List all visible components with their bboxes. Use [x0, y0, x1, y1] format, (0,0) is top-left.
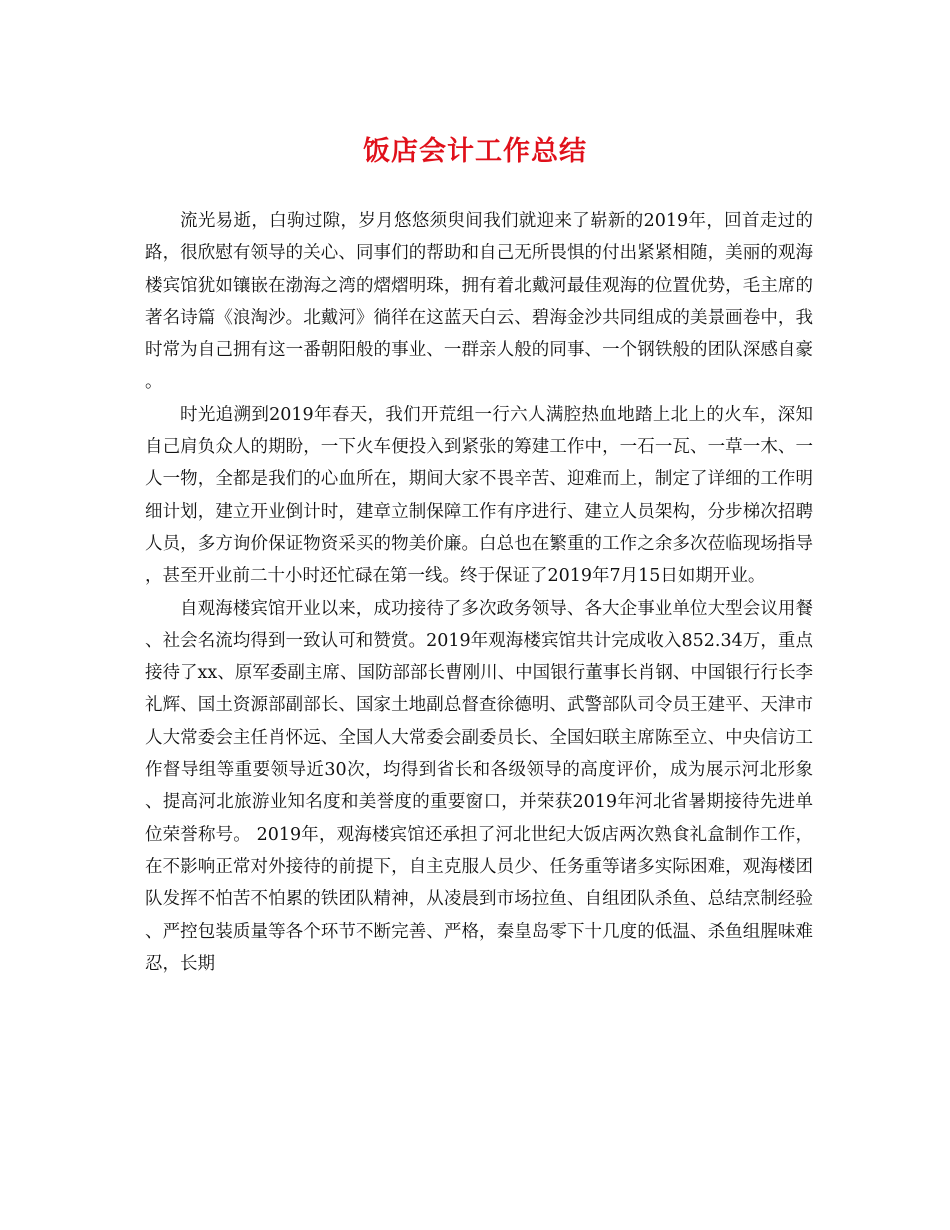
- document-title: 饭店会计工作总结: [363, 136, 587, 167]
- document-body: [145, 205, 813, 980]
- paragraph: 流光易逝，白驹过隙，岁月悠悠须臾间我们就迎来了崭新的2019年，回首走过的路，很欣慰有领导的关心、同事们的帮助和自己无所畏惧的付出紧紧相随，美丽的观海楼宾馆犹如镶嵌在渤海之湾的熠熠明珠，拥有着北戴河最佳观海的位置优势，毛主席的著名诗篇《浪淘沙。北戴河》徜徉在这蓝天白云、碧海金沙共同组成的美景画卷中，我时常为自己拥有这一番朝阳般的事业、一群亲人般的同事、一个钢铁般的团队深感自豪。: [145, 211, 813, 393]
- paragraph: 自观海楼宾馆开业以来，成功接待了多次政务领导、各大企事业单位大型会议用餐、社会名流均得到一致认可和赞赏。2019年观海楼宾馆共计完成收入852.34万，重点接待了xx、原军委副主席、国防部部长曹刚川、中国银行董事长肖钢、中国银行行长李礼辉、国土资源部副部长、国家土地副总督查徐德明、武警部队司令员王建平、天津市人大常委会主任肖怀远、全国人大常委会副委员长、全国妇联主席陈至立、中央信访工作督导组等重要领导近30次，均得到省长和各级领导的高度评价，成为展示河北形象、提高河北旅游业知名度和美誉度的重要窗口，并荣获2019年河北省暑期接待先进单位荣誉称号。 2019年，观海楼宾馆还承担了河北世纪大饭店两次熟食礼盒制作工作，在不影响正常对外接待的前提下，自主克服人员少、任务重等诸多实际困难，观海楼团队发挥不怕苦不怕累的铁团队精神，从凌晨到市场拉鱼、自组团队杀鱼、总结烹制经验、严控包装质量等各个环节不断完善、严格，秦皇岛零下十几度的低温、杀鱼组腥味难忍，长期: [145, 598, 813, 974]
- paragraph: 时光追溯到2019年春天，我们开荒组一行六人满腔热血地踏上北上的火车，深知自己肩负众人的期盼，一下火车便投入到紧张的筹建工作中，一石一瓦、一草一木、一人一物，全都是我们的心血所在，期间大家不畏辛苦、迎难而上，制定了详细的工作明细计划，建立开业倒计时，建章立制保障工作有序进行、建立人员架构，分步梯次招聘人员，多方询价保证物资采买的物美价廉。白总也在繁重的工作之余多次莅临现场指导，甚至开业前二十小时还忙碌在第一线。终于保证了2019年7月15日如期开业。: [145, 404, 813, 587]
